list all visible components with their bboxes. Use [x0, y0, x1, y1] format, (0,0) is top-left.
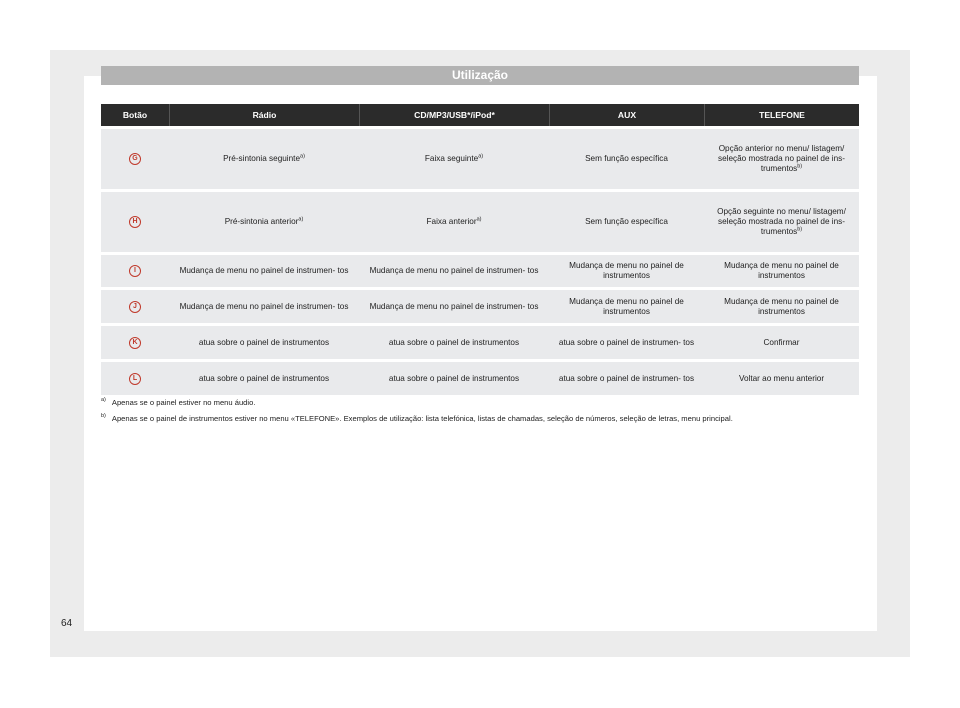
table-cell: Confirmar	[704, 326, 859, 359]
table-cell: Voltar ao menu anterior	[704, 362, 859, 395]
column-header: AUX	[549, 104, 704, 126]
table-row	[101, 129, 859, 189]
button-cell	[101, 192, 169, 252]
button-cell	[101, 255, 169, 287]
table-row	[101, 255, 859, 287]
table-cell: Mudança de menu no painel de instrumentos	[549, 290, 704, 323]
column-header: CD/MP3/USB*/iPod*	[359, 104, 549, 126]
table-cell: Mudança de menu no painel de instrumentos	[549, 255, 704, 287]
table-cell: atua sobre o painel de instrumentos	[169, 326, 359, 359]
footnote-ref: a)	[298, 216, 304, 223]
table-cell: Opção anterior no menu/ listagem/ seleção mostrada no painel de ins- trumentos$^{b)}$	[704, 129, 859, 189]
footnote: $^{b)}$ Apenas se o painel de instrumentos estiver no menu «TELEFONE». Exemplos de utilização: lista telefónica, listas de chamadas, seleção de números, seleção de letras, menu principal.	[101, 413, 733, 423]
button-cell	[101, 290, 169, 323]
table-cell: Mudança de menu no painel de instrumen- tos	[359, 255, 549, 287]
footnote-ref: a)	[300, 153, 305, 160]
column-header: Rádio	[169, 104, 359, 126]
table-cell: Pré-sintonia seguinte$^{a)}$	[169, 129, 359, 189]
table-cell: Faixa seguinte$^{a)}$	[359, 129, 549, 189]
footnote-ref: a)	[478, 153, 484, 160]
footnote-ref: a)	[476, 216, 482, 223]
button-badge: H	[129, 216, 141, 228]
button-badge: L	[129, 373, 141, 385]
table-cell: Mudança de menu no painel de instrumentos	[704, 290, 859, 323]
table-row	[101, 362, 859, 395]
table-cell: atua sobre o painel de instrumentos	[359, 362, 549, 395]
button-cell	[101, 362, 169, 395]
table-cell: Mudança de menu no painel de instrumen- tos	[169, 255, 359, 287]
table-cell: atua sobre o painel de instrumen- tos	[549, 362, 704, 395]
button-badge: K	[129, 337, 141, 349]
column-header: Botão	[101, 104, 169, 126]
table-header-row	[101, 104, 859, 126]
controls-table	[101, 101, 859, 398]
footnote: $^{a)}$ Apenas se o painel estiver no menu áudio.	[101, 397, 256, 407]
table-cell: Mudança de menu no painel de instrumen- tos	[169, 290, 359, 323]
button-badge: I	[129, 265, 141, 277]
button-badge: J	[129, 301, 141, 313]
table-cell: Mudança de menu no painel de instrumen- tos	[359, 290, 549, 323]
table-cell: Sem função específica	[549, 129, 704, 189]
table-cell: Sem função específica	[549, 192, 704, 252]
button-badge: G	[129, 153, 141, 165]
table-cell: atua sobre o painel de instrumen- tos	[549, 326, 704, 359]
table-row	[101, 290, 859, 323]
table-cell: atua sobre o painel de instrumentos	[359, 326, 549, 359]
table-cell: Pré-sintonia anterior$^{a)}$	[169, 192, 359, 252]
table-row	[101, 192, 859, 252]
button-cell	[101, 129, 169, 189]
column-header: TELEFONE	[704, 104, 859, 126]
button-cell	[101, 326, 169, 359]
page-number: 64	[61, 618, 73, 629]
footnote-ref: b)	[797, 163, 803, 170]
table-cell: atua sobre o painel de instrumentos	[169, 362, 359, 395]
footnotes	[101, 398, 861, 430]
table-row	[101, 326, 859, 359]
section-title: Utilização	[101, 66, 859, 85]
table-cell: Opção seguinte no menu/ listagem/ seleção mostrada no painel de ins- trumentos$^{b)}$	[704, 192, 859, 252]
footnote-ref: b)	[797, 226, 803, 233]
table-cell: Mudança de menu no painel de instrumentos	[704, 255, 859, 287]
table-cell: Faixa anterior$^{a)}$	[359, 192, 549, 252]
